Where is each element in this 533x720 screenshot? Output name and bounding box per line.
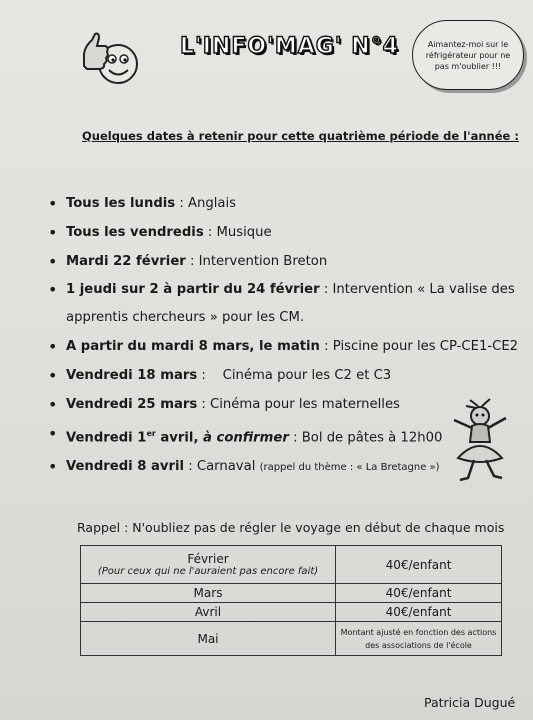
table-row — [81, 584, 502, 603]
list-item: • Vendredi 18 mars : Cinéma pour les C2 et C3 — [44, 361, 529, 390]
month-note: (Pour ceux qui ne l'auraient pas encore fait) — [97, 566, 319, 577]
list-item: • 1 jeudi sur 2 à partir du 24 février : Intervention « La valise des apprentis chercheurs » pour les CM. — [44, 276, 529, 332]
table-row — [81, 622, 502, 656]
list-item: • A partir du mardi 8 mars, le matin : Piscine pour les CP-CE1-CE2 — [44, 332, 529, 361]
bubble-text: Aimantez-moi sur le réfrigérateur pour ne pas m'oublier !!! — [425, 39, 511, 71]
month-cell: Mars — [81, 584, 336, 603]
list-item: • Vendredi 8 avril : Carnaval (rappel du thème : « La Bretagne ») — [44, 452, 529, 482]
amount-cell: Montant ajusté en fonction des actions des associations de l'école — [336, 622, 502, 656]
fridge-reminder-bubble — [412, 20, 524, 90]
newsletter-title: L'INFO'MAG' N°4 — [180, 34, 399, 59]
list-item: • Tous les lundis : Anglais — [44, 189, 529, 218]
amount-cell: 40€/enfant — [336, 584, 502, 603]
signature: Patricia Dugué — [424, 695, 516, 710]
amount-cell: 40€/enfant — [336, 546, 502, 584]
dancing-figure-icon — [440, 398, 518, 484]
amount-cell: 40€/enfant — [336, 603, 502, 622]
thumbs-up-mascot-icon — [78, 30, 142, 88]
list-item: • Mardi 22 février : Intervention Breton — [44, 247, 529, 276]
payment-reminder: Rappel : N'oubliez pas de régler le voyage en début de chaque mois — [77, 520, 505, 535]
list-item: • Vendredi 1er avril, à confirmer : Bol de pâtes à 12h00 — [44, 419, 529, 452]
table-row — [81, 546, 502, 584]
month-cell: Février — [187, 552, 229, 566]
payment-table — [80, 545, 502, 656]
month-cell: Mai — [81, 622, 336, 656]
table-row — [81, 603, 502, 622]
intro-heading: Quelques dates à retenir pour cette quatrième période de l'année : — [82, 129, 519, 143]
month-cell: Avril — [81, 603, 336, 622]
list-item: • Vendredi 25 mars : Cinéma pour les maternelles — [44, 390, 529, 419]
list-item: • Tous les vendredis : Musique — [44, 218, 529, 247]
